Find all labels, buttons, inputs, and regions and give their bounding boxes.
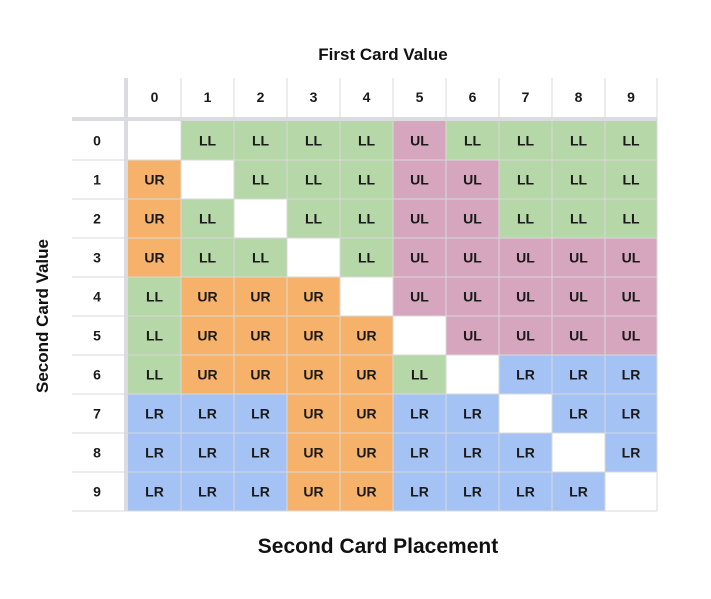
cell-label-9-3: UR [303,483,324,500]
cell-label-8-4: UR [356,444,377,461]
y-tick-3: 3 [93,249,101,266]
cell-9-9 [605,472,657,511]
x-tick-9: 9 [627,89,635,105]
cell-label-2-8: LL [569,210,588,227]
cell-label-7-0: LR [145,405,164,422]
cell-label-3-0: UR [144,249,165,266]
x-tick-0: 0 [150,89,159,105]
cell-label-7-4: UR [356,405,377,422]
cell-label-2-7: LL [516,210,535,227]
cell-label-1-9: LL [622,171,640,188]
cell-label-4-9: UL [621,288,641,305]
cell-label-1-2: LL [251,171,270,188]
cell-label-9-6: LR [463,483,482,500]
cell-label-9-5: LR [410,483,429,500]
cell-label-9-0: LR [145,483,164,500]
cell-label-6-1: UR [197,366,218,383]
cell-1-1 [181,160,234,199]
cell-label-0-1: LL [198,132,217,149]
cell-label-1-4: LL [357,171,376,188]
cell-label-1-3: LL [304,171,323,188]
cell-label-7-2: LR [251,405,270,422]
x-tick-4: 4 [362,89,371,105]
cell-label-0-3: LL [304,132,323,149]
cell-label-1-6: UL [463,171,482,188]
cell-label-2-3: LL [304,210,323,227]
cell-label-8-0: LR [145,444,164,461]
cell-label-0-7: LL [516,132,535,149]
cell-label-6-3: UR [303,366,324,383]
cell-label-1-5: UL [410,171,429,188]
cell-label-6-7: LR [516,366,535,383]
cell-label-4-2: UR [250,288,271,305]
cell-0-0 [128,121,181,160]
cell-label-8-9: LR [621,444,641,461]
cell-label-0-2: LL [251,132,270,149]
cell-label-4-3: UR [303,288,324,305]
y-tick-7: 7 [93,405,101,422]
cell-label-2-4: LL [357,210,376,227]
cell-label-9-1: LR [198,483,217,500]
cell-label-3-5: UL [410,249,429,266]
x-tick-8: 8 [574,89,583,105]
cell-label-5-6: UL [463,327,482,344]
cell-label-1-8: LL [569,171,588,188]
cell-label-0-6: LL [463,132,482,149]
cell-label-4-8: UL [569,288,588,305]
cell-label-2-9: LL [622,210,640,227]
y-tick-8: 8 [93,444,101,461]
cell-label-5-3: UR [303,327,324,344]
cell-label-8-7: LR [516,444,535,461]
y-tick-5: 5 [93,327,101,344]
cell-label-9-8: LR [569,483,588,500]
cell-label-5-7: UL [516,327,535,344]
x-tick-3: 3 [309,89,318,105]
cell-label-6-5: LL [410,366,429,383]
cell-label-6-9: LR [621,366,641,383]
x-tick-2: 2 [256,89,265,105]
x-tick-6: 6 [468,89,477,105]
x-tick-7: 7 [521,89,530,105]
cell-3-3 [287,238,340,277]
y-tick-0: 0 [93,132,101,149]
cell-label-5-4: UR [356,327,377,344]
cell-label-9-2: LR [251,483,270,500]
cell-label-2-0: UR [144,210,165,227]
cell-label-7-5: LR [410,405,429,422]
cell-2-2 [234,199,287,238]
cell-label-5-8: UL [569,327,588,344]
cell-label-4-6: UL [463,288,482,305]
cell-label-6-8: LR [569,366,588,383]
cell-label-8-2: LR [251,444,270,461]
chart-title: Second Card Placement [257,535,499,558]
cell-7-7 [499,394,552,433]
cell-label-7-1: LR [198,405,217,422]
cell-label-8-5: LR [410,444,429,461]
y-tick-6: 6 [93,366,101,383]
y-axis-title: Second Card Value [33,239,52,393]
cell-label-4-7: UL [516,288,535,305]
cell-label-3-1: LL [198,249,217,266]
cell-label-3-9: UL [621,249,641,266]
cell-label-3-6: UL [463,249,482,266]
cell-label-0-4: LL [357,132,376,149]
cell-label-5-0: LL [145,327,164,344]
cell-4-4 [340,277,393,316]
cell-label-6-0: LL [145,366,164,383]
y-tick-9: 9 [93,483,101,500]
cell-label-5-2: UR [250,327,271,344]
cell-label-6-4: UR [356,366,377,383]
cell-6-6 [446,355,499,394]
cell-5-5 [393,316,446,355]
cell-label-4-5: UL [410,288,429,305]
y-tick-4: 4 [93,288,101,305]
cell-label-7-8: LR [569,405,588,422]
cell-label-4-0: LL [145,288,164,305]
cell-label-0-8: LL [569,132,588,149]
cell-label-9-7: LR [516,483,535,500]
x-tick-5: 5 [415,89,424,105]
cell-label-8-6: LR [463,444,482,461]
cell-8-8 [552,433,605,472]
cell-label-3-2: LL [251,249,270,266]
cell-label-3-8: UL [569,249,588,266]
cell-label-5-1: UR [197,327,218,344]
cell-label-3-7: UL [516,249,535,266]
row-header-bar [124,78,128,511]
cell-label-7-3: UR [303,405,324,422]
cell-label-4-1: UR [197,288,218,305]
y-tick-1: 1 [93,171,101,188]
cell-label-2-6: UL [463,210,482,227]
cell-label-7-9: LR [621,405,641,422]
cell-label-0-9: LL [622,132,640,149]
x-tick-1: 1 [203,89,212,105]
cell-label-2-1: LL [198,210,217,227]
y-tick-2: 2 [93,210,101,227]
column-header-bar [72,117,657,121]
cell-label-8-1: LR [198,444,217,461]
cell-label-2-5: UL [410,210,429,227]
cell-label-5-9: UL [621,327,641,344]
x-axis-title: First Card Value [318,45,448,64]
cell-label-1-0: UR [144,171,165,188]
cell-label-0-5: UL [410,132,429,149]
cell-label-8-3: UR [303,444,324,461]
cell-label-6-2: UR [250,366,271,383]
cell-label-3-4: LL [357,249,376,266]
cell-label-1-7: LL [516,171,535,188]
cell-label-7-6: LR [463,405,482,422]
cell-label-9-4: UR [356,483,377,500]
